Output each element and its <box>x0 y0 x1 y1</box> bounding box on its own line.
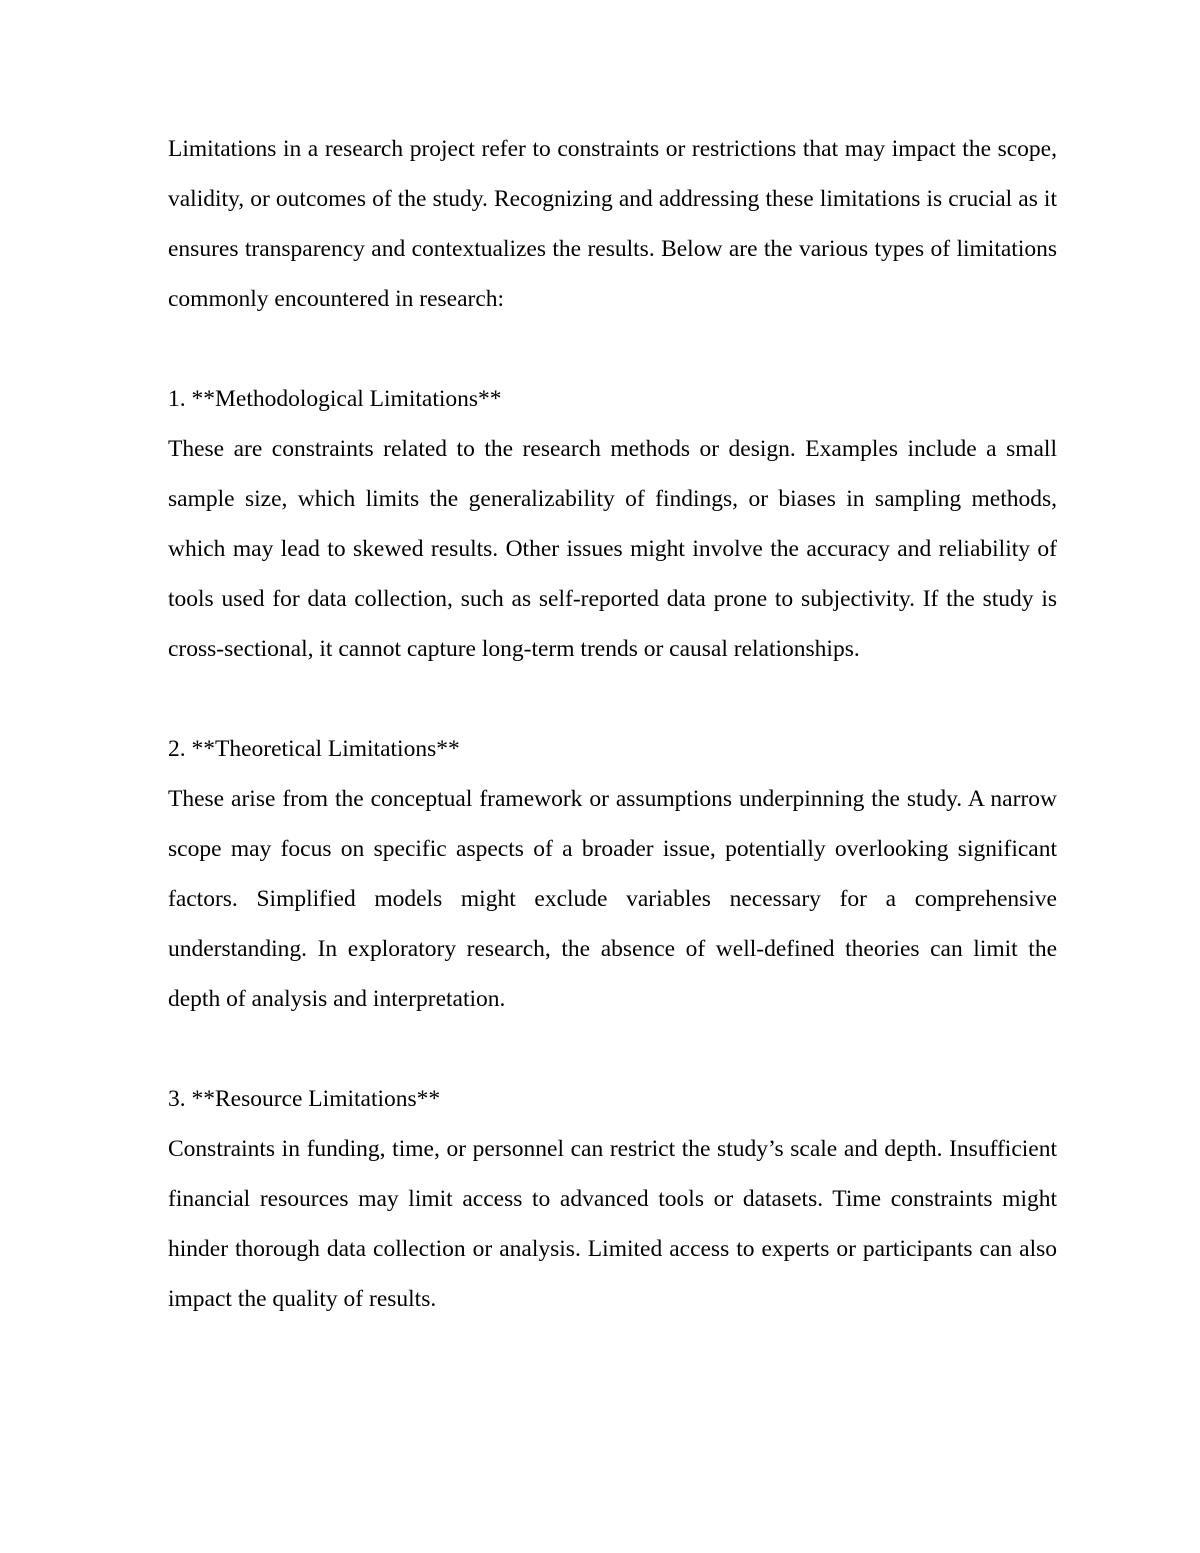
intro-paragraph: Limitations in a research project refer to constraints or restrictions that may impact the scope, validity, or outcomes of the study. Recognizing and addressing these limitations is crucial as it ensures transparency and contextualizes the results. Below are the various types of limitations commonly encountered in research: <box>168 136 1057 312</box>
paragraph-spacer <box>168 674 1057 724</box>
section-heading-theoretical: 2. **Theoretical Limitations** <box>168 736 460 762</box>
section-heading-resource: 3. **Resource Limitations** <box>168 1086 441 1112</box>
section-body-resource: Constraints in funding, time, or personnel can restrict the study’s scale and depth. Insufficient financial resources may limit access to advanced tools or datasets. Time constraints might hinder thorough data collection or analysis. Limited access to experts or participants can also impact the quality of results. <box>168 1136 1057 1312</box>
paragraph-spacer <box>168 1024 1057 1074</box>
section-body-methodological: These are constraints related to the research methods or design. Examples include a small sample size, which limits the generalizability of findings, or biases in sampling methods, which may lead to skewed results. Other issues might involve the accuracy and reliability of tools used for data collection, such as self-reported data prone to subjectivity. If the study is cross-sectional, it cannot capture long-term trends or causal relationships. <box>168 436 1057 662</box>
paragraph-spacer <box>168 324 1057 374</box>
section-heading-methodological: 1. **Methodological Limitations** <box>168 386 502 412</box>
section-body-theoretical: These arise from the conceptual framework or assumptions underpinning the study. A narrow scope may focus on specific aspects of a broader issue, potentially overlooking significant factors. Simplified models might exclude variables necessary for a comprehensive understanding. In exploratory research, the absence of well-defined theories can limit the depth of analysis and interpretation. <box>168 786 1057 1012</box>
document-body <box>168 124 1057 1324</box>
